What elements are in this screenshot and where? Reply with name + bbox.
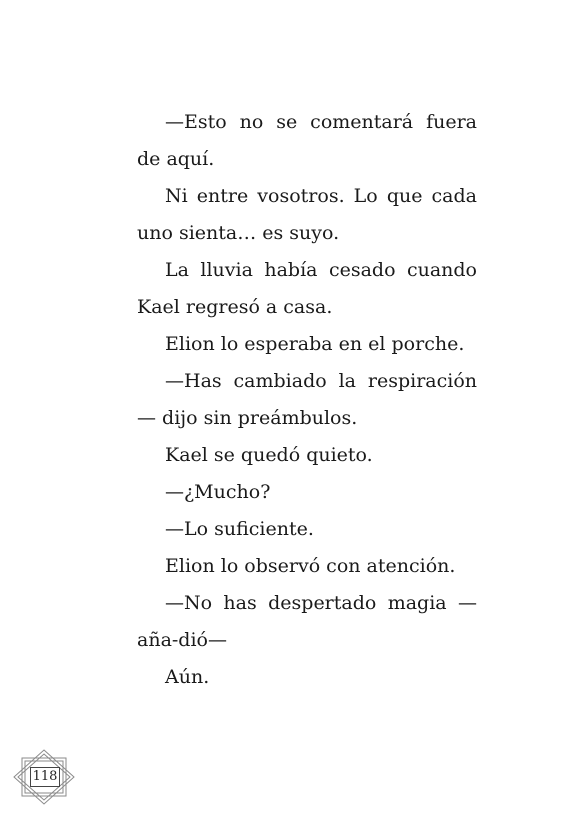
paragraph: Elion lo esperaba en el porche. — [165, 333, 465, 355]
paragraph: La lluvia había cesado cuando Kael regresó a casa. — [137, 259, 477, 318]
paragraph: Elion lo observó con atención. — [165, 555, 456, 577]
page-number-ornament — [12, 748, 76, 806]
paragraph: —Has cambiado la respiración — dijo sin preámbulos. — [137, 370, 477, 429]
paragraph: —Esto no se comentará fuera de aquí. — [137, 111, 477, 170]
page-number: 118 — [30, 767, 60, 787]
paragraph: Aún. — [165, 666, 210, 688]
paragraph: —No has despertado magia —aña-dió— — [137, 592, 477, 651]
body-text — [137, 104, 477, 696]
paragraph: —¿Mucho? — [165, 481, 271, 503]
paragraph: —Lo suficiente. — [165, 518, 314, 540]
paragraph: Kael se quedó quieto. — [165, 444, 373, 466]
paragraph: Ni entre vosotros. Lo que cada uno sienta… es suyo. — [137, 185, 477, 244]
